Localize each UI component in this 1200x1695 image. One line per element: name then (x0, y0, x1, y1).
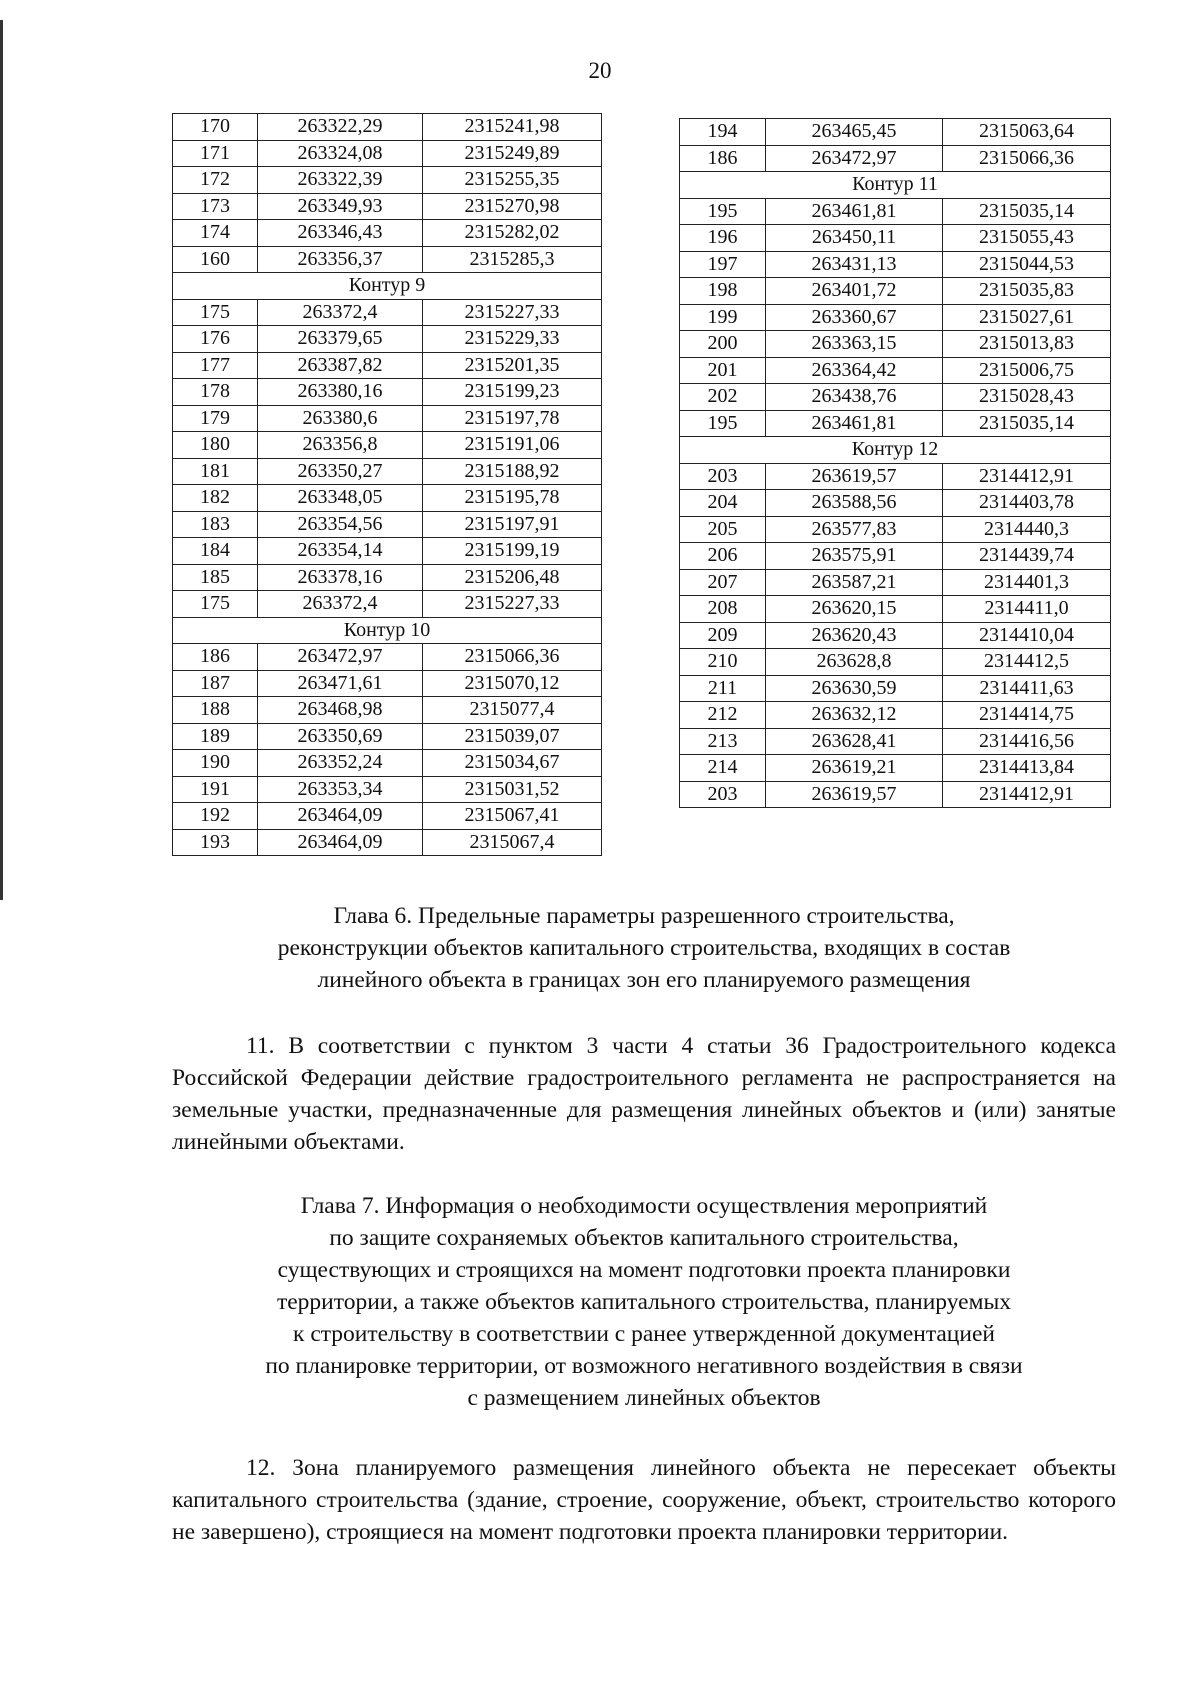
table-row (680, 755, 1111, 782)
x-coordinate-cell: 263587,21 (766, 569, 943, 596)
x-coordinate-cell: 263380,6 (258, 405, 423, 432)
table-row (680, 331, 1111, 358)
table-row (680, 384, 1111, 411)
chapter-7-line: по планировке территории, от возможного негативного воздействия в связи (265, 1353, 1023, 1379)
point-number-cell: 171 (173, 140, 258, 167)
x-coordinate-cell: 263372,4 (258, 591, 423, 618)
x-coordinate-cell: 263352,24 (258, 750, 423, 777)
point-number-cell: 187 (173, 670, 258, 697)
point-number-cell: 206 (680, 543, 766, 570)
table-row (173, 193, 602, 220)
point-number-cell: 191 (173, 776, 258, 803)
x-coordinate-cell: 263628,41 (766, 728, 943, 755)
y-coordinate-cell: 2314439,74 (943, 543, 1111, 570)
table-row (680, 198, 1111, 225)
y-coordinate-cell: 2315035,83 (943, 278, 1111, 305)
table-row (680, 278, 1111, 305)
x-coordinate-cell: 263353,34 (258, 776, 423, 803)
table-row (680, 463, 1111, 490)
table-row (173, 220, 602, 247)
y-coordinate-cell: 2315206,48 (423, 564, 602, 591)
chapter-6-line: реконструкции объектов капитального строительства, входящих в состав (277, 935, 1011, 961)
y-coordinate-cell: 2315227,33 (423, 299, 602, 326)
point-number-cell: 177 (173, 352, 258, 379)
x-coordinate-cell: 263471,61 (258, 670, 423, 697)
table-row (173, 564, 602, 591)
y-coordinate-cell: 2314413,84 (943, 755, 1111, 782)
table-row (680, 251, 1111, 278)
table-row (680, 702, 1111, 729)
x-coordinate-cell: 263364,42 (766, 357, 943, 384)
x-coordinate-cell: 263372,4 (258, 299, 423, 326)
y-coordinate-cell: 2315197,78 (423, 405, 602, 432)
table-row (173, 458, 602, 485)
y-coordinate-cell: 2315195,78 (423, 485, 602, 512)
table-row (173, 697, 602, 724)
contour-header-row (173, 617, 602, 644)
table-row (173, 246, 602, 273)
table-row (680, 543, 1111, 570)
y-coordinate-cell: 2315241,98 (423, 114, 602, 141)
point-number-cell: 192 (173, 803, 258, 830)
y-coordinate-cell: 2315201,35 (423, 352, 602, 379)
coordinates-table-right (679, 118, 1111, 808)
x-coordinate-cell: 263468,98 (258, 697, 423, 724)
y-coordinate-cell: 2314414,75 (943, 702, 1111, 729)
point-number-cell: 184 (173, 538, 258, 565)
y-coordinate-cell: 2315006,75 (943, 357, 1111, 384)
x-coordinate-cell: 263620,15 (766, 596, 943, 623)
point-number-cell: 181 (173, 458, 258, 485)
y-coordinate-cell: 2315044,53 (943, 251, 1111, 278)
chapter-7-line: существующих и строящихся на момент подготовки проекта планировки (277, 1257, 1011, 1283)
point-number-cell: 214 (680, 755, 766, 782)
y-coordinate-cell: 2314401,3 (943, 569, 1111, 596)
y-coordinate-cell: 2315199,19 (423, 538, 602, 565)
y-coordinate-cell: 2315035,14 (943, 198, 1111, 225)
contour-header-row (173, 273, 602, 300)
x-coordinate-cell: 263356,8 (258, 432, 423, 459)
point-number-cell: 193 (173, 829, 258, 856)
point-number-cell: 208 (680, 596, 766, 623)
point-number-cell: 197 (680, 251, 766, 278)
chapter-6-line: линейного объекта в границах зон его планируемого размещения (317, 967, 971, 993)
point-number-cell: 178 (173, 379, 258, 406)
y-coordinate-cell: 2315229,33 (423, 326, 602, 353)
y-coordinate-cell: 2315282,02 (423, 220, 602, 247)
point-number-cell: 203 (680, 463, 766, 490)
x-coordinate-cell: 263632,12 (766, 702, 943, 729)
paragraph-12: 12. Зона планируемого размещения линейного объекта не пересекает объекты капитального строительства (здание, строение, сооружение, объект, строительство которого не завершено), строящиеся на момент подготовки проекта планировки территории. (172, 1455, 1116, 1545)
point-number-cell: 205 (680, 516, 766, 543)
table-row (680, 304, 1111, 331)
x-coordinate-cell: 263379,65 (258, 326, 423, 353)
y-coordinate-cell: 2315070,12 (423, 670, 602, 697)
point-number-cell: 170 (173, 114, 258, 141)
x-coordinate-cell: 263322,29 (258, 114, 423, 141)
chapter-7-line: к строительству в соответствии с ранее утвержденной документацией (293, 1321, 995, 1347)
chapter-7-line: Глава 7. Информация о необходимости осуществления мероприятий (300, 1193, 988, 1219)
point-number-cell: 210 (680, 649, 766, 676)
x-coordinate-cell: 263577,83 (766, 516, 943, 543)
x-coordinate-cell: 263350,27 (258, 458, 423, 485)
y-coordinate-cell: 2315191,06 (423, 432, 602, 459)
point-number-cell: 194 (680, 119, 766, 146)
y-coordinate-cell: 2315035,14 (943, 410, 1111, 437)
x-coordinate-cell: 263346,43 (258, 220, 423, 247)
x-coordinate-cell: 263380,16 (258, 379, 423, 406)
table-row (680, 119, 1111, 146)
table-row (680, 410, 1111, 437)
table-row (173, 352, 602, 379)
point-number-cell: 172 (173, 167, 258, 194)
point-number-cell: 203 (680, 781, 766, 808)
chapter-7-line: территории, а также объектов капитального строительства, планируемых (276, 1289, 1012, 1315)
point-number-cell: 190 (173, 750, 258, 777)
chapter-7-heading (172, 1190, 1116, 1414)
y-coordinate-cell: 2314412,5 (943, 649, 1111, 676)
y-coordinate-cell: 2315055,43 (943, 225, 1111, 252)
point-number-cell: 185 (173, 564, 258, 591)
y-coordinate-cell: 2315227,33 (423, 591, 602, 618)
x-coordinate-cell: 263461,81 (766, 198, 943, 225)
point-number-cell: 209 (680, 622, 766, 649)
y-coordinate-cell: 2314440,3 (943, 516, 1111, 543)
contour-label: Контур 9 (173, 273, 602, 300)
y-coordinate-cell: 2314412,91 (943, 781, 1111, 808)
table-row (173, 485, 602, 512)
y-coordinate-cell: 2315063,64 (943, 119, 1111, 146)
table-row (173, 299, 602, 326)
y-coordinate-cell: 2315270,98 (423, 193, 602, 220)
point-number-cell: 160 (173, 246, 258, 273)
table-row (173, 379, 602, 406)
y-coordinate-cell: 2315197,91 (423, 511, 602, 538)
contour-label: Контур 10 (173, 617, 602, 644)
y-coordinate-cell: 2315039,07 (423, 723, 602, 750)
table-row (173, 644, 602, 671)
table-row (173, 803, 602, 830)
table-row (680, 728, 1111, 755)
x-coordinate-cell: 263354,56 (258, 511, 423, 538)
x-coordinate-cell: 263438,76 (766, 384, 943, 411)
x-coordinate-cell: 263350,69 (258, 723, 423, 750)
point-number-cell: 212 (680, 702, 766, 729)
y-coordinate-cell: 2315199,23 (423, 379, 602, 406)
contour-label: Контур 12 (680, 437, 1111, 464)
point-number-cell: 174 (173, 220, 258, 247)
x-coordinate-cell: 263363,15 (766, 331, 943, 358)
table-row (173, 326, 602, 353)
y-coordinate-cell: 2315034,67 (423, 750, 602, 777)
x-coordinate-cell: 263472,97 (258, 644, 423, 671)
x-coordinate-cell: 263431,13 (766, 251, 943, 278)
y-coordinate-cell: 2314412,91 (943, 463, 1111, 490)
table-row (173, 776, 602, 803)
x-coordinate-cell: 263324,08 (258, 140, 423, 167)
point-number-cell: 213 (680, 728, 766, 755)
x-coordinate-cell: 263450,11 (766, 225, 943, 252)
chapter-7-line: по защите сохраняемых объектов капитального строительства, (329, 1225, 959, 1251)
y-coordinate-cell: 2314411,0 (943, 596, 1111, 623)
x-coordinate-cell: 263619,21 (766, 755, 943, 782)
table-row (680, 622, 1111, 649)
table-row (680, 225, 1111, 252)
y-coordinate-cell: 2314411,63 (943, 675, 1111, 702)
point-number-cell: 180 (173, 432, 258, 459)
table-row (680, 357, 1111, 384)
x-coordinate-cell: 263465,45 (766, 119, 943, 146)
point-number-cell: 198 (680, 278, 766, 305)
x-coordinate-cell: 263354,14 (258, 538, 423, 565)
point-number-cell: 196 (680, 225, 766, 252)
x-coordinate-cell: 263461,81 (766, 410, 943, 437)
point-number-cell: 201 (680, 357, 766, 384)
x-coordinate-cell: 263620,43 (766, 622, 943, 649)
y-coordinate-cell: 2315027,61 (943, 304, 1111, 331)
x-coordinate-cell: 263588,56 (766, 490, 943, 517)
point-number-cell: 179 (173, 405, 258, 432)
coordinates-table-left (172, 113, 602, 856)
contour-label: Контур 11 (680, 172, 1111, 199)
y-coordinate-cell: 2314410,04 (943, 622, 1111, 649)
point-number-cell: 207 (680, 569, 766, 596)
x-coordinate-cell: 263401,72 (766, 278, 943, 305)
scan-edge-line (0, 20, 3, 900)
point-number-cell: 204 (680, 490, 766, 517)
page-number: 20 (588, 58, 612, 83)
y-coordinate-cell: 2315188,92 (423, 458, 602, 485)
x-coordinate-cell: 263349,93 (258, 193, 423, 220)
table-row (680, 145, 1111, 172)
point-number-cell: 183 (173, 511, 258, 538)
chapter-6-line: Глава 6. Предельные параметры разрешенного строительства, (333, 903, 955, 929)
table-row (173, 405, 602, 432)
x-coordinate-cell: 263619,57 (766, 463, 943, 490)
y-coordinate-cell: 2315255,35 (423, 167, 602, 194)
point-number-cell: 202 (680, 384, 766, 411)
x-coordinate-cell: 263472,97 (766, 145, 943, 172)
y-coordinate-cell: 2315028,43 (943, 384, 1111, 411)
table-row (173, 670, 602, 697)
x-coordinate-cell: 263464,09 (258, 803, 423, 830)
y-coordinate-cell: 2315031,52 (423, 776, 602, 803)
x-coordinate-cell: 263378,16 (258, 564, 423, 591)
point-number-cell: 195 (680, 198, 766, 225)
y-coordinate-cell: 2315013,83 (943, 331, 1111, 358)
table-row (680, 596, 1111, 623)
x-coordinate-cell: 263630,59 (766, 675, 943, 702)
point-number-cell: 189 (173, 723, 258, 750)
table-row (173, 140, 602, 167)
y-coordinate-cell: 2315067,4 (423, 829, 602, 856)
point-number-cell: 182 (173, 485, 258, 512)
x-coordinate-cell: 263628,8 (766, 649, 943, 676)
y-coordinate-cell: 2315077,4 (423, 697, 602, 724)
point-number-cell: 173 (173, 193, 258, 220)
x-coordinate-cell: 263322,39 (258, 167, 423, 194)
table-row (173, 591, 602, 618)
x-coordinate-cell: 263356,37 (258, 246, 423, 273)
point-number-cell: 211 (680, 675, 766, 702)
x-coordinate-cell: 263387,82 (258, 352, 423, 379)
x-coordinate-cell: 263619,57 (766, 781, 943, 808)
point-number-cell: 195 (680, 410, 766, 437)
x-coordinate-cell: 263360,67 (766, 304, 943, 331)
chapter-6-heading (172, 900, 1116, 996)
point-number-cell: 199 (680, 304, 766, 331)
y-coordinate-cell: 2315249,89 (423, 140, 602, 167)
y-coordinate-cell: 2315066,36 (423, 644, 602, 671)
point-number-cell: 186 (173, 644, 258, 671)
table-row (680, 569, 1111, 596)
x-coordinate-cell: 263575,91 (766, 543, 943, 570)
table-row (173, 167, 602, 194)
table-row (680, 675, 1111, 702)
y-coordinate-cell: 2314403,78 (943, 490, 1111, 517)
y-coordinate-cell: 2315066,36 (943, 145, 1111, 172)
table-row (173, 114, 602, 141)
point-number-cell: 175 (173, 299, 258, 326)
table-row (173, 750, 602, 777)
y-coordinate-cell: 2315285,3 (423, 246, 602, 273)
point-number-cell: 186 (680, 145, 766, 172)
table-row (173, 511, 602, 538)
table-row (680, 781, 1111, 808)
point-number-cell: 188 (173, 697, 258, 724)
table-row (173, 723, 602, 750)
point-number-cell: 176 (173, 326, 258, 353)
contour-header-row (680, 172, 1111, 199)
table-row (173, 432, 602, 459)
table-row (680, 490, 1111, 517)
table-row (680, 649, 1111, 676)
paragraph-11: 11. В соответствии с пунктом 3 части 4 статьи 36 Градостроительного кодекса Российской Федерации действие градостроительного регламента не распространяется на земельные участки, предназначенные для размещения линейных объектов и (или) занятые линейными объектами. (172, 1033, 1116, 1155)
y-coordinate-cell: 2314416,56 (943, 728, 1111, 755)
table-row (680, 516, 1111, 543)
contour-header-row (680, 437, 1111, 464)
point-number-cell: 200 (680, 331, 766, 358)
point-number-cell: 175 (173, 591, 258, 618)
table-row (173, 829, 602, 856)
y-coordinate-cell: 2315067,41 (423, 803, 602, 830)
x-coordinate-cell: 263464,09 (258, 829, 423, 856)
x-coordinate-cell: 263348,05 (258, 485, 423, 512)
table-row (173, 538, 602, 565)
chapter-7-line: с размещением линейных объектов (467, 1385, 821, 1411)
